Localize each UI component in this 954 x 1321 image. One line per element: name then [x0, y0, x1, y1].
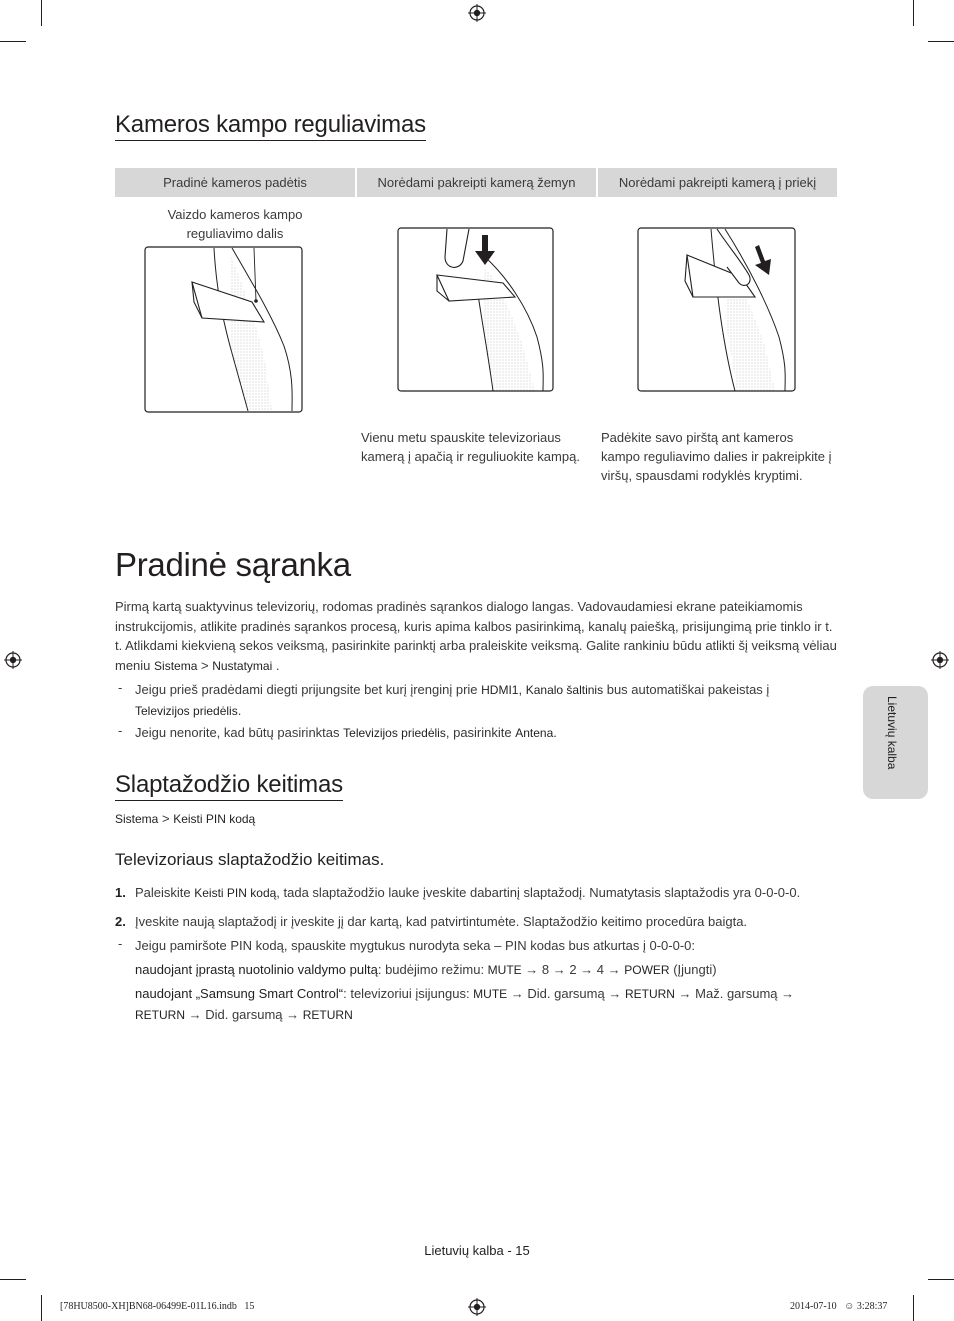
language-side-tab: Lietuvių kalba: [863, 686, 928, 799]
registration-mark-icon: [931, 651, 949, 669]
step-2-number: 2.: [115, 914, 126, 929]
step-1-number: 1.: [115, 885, 126, 900]
setup-paragraph: Pirmą kartą suaktyvinus televizorių, rodomas pradinės sąrankos dialogo langas. Vadovaudamiesi ekrane pateikiamomis instrukcijomis, atlikite pradinės sąrankos procesą, kuris apima kalbos pasirinkimą, kanalų paiešką, prisijungimą prie tinklo ir t. t. Atlikdami kiekvieną sekos veiksmą, pasirinkite parinktį arba praleiskite veiksmą. Galite rankiniu būdu atlikti šį veiksmą vėliau meniu Sistema > Nustatymai .: [115, 599, 837, 673]
note-dash: -: [118, 680, 123, 695]
password-note: Jeigu pamiršote PIN kodą, spauskite mygtukus nurodyta seka – PIN kodas bus atkurtas į 0-0-0-0:: [135, 938, 695, 953]
section-title-setup: Pradinė sąranka: [115, 546, 351, 583]
password-subtitle: Televizoriaus slaptažodžio keitimas.: [115, 850, 385, 869]
smart-control-sequence: naudojant „Samsung Smart Control“: televizoriui įsijungus: MUTE → Did. garsumą → RETURN → Maž. garsumą → RETURN → Did. garsumą → RETURN: [135, 986, 795, 1022]
table-header-forward: Norėdami pakreipti kamerą į priekį: [598, 168, 837, 197]
menu-sistema: Sistema: [154, 658, 198, 673]
file-info: [78HU8500-XH]BN68-06499E-01L16.indb 15: [60, 1301, 255, 1312]
camera-forward-caption: Padėkite savo pirštą ant kameros kampo reguliavimo dalies ir pakreipkite į viršų, spausdami rodyklės kryptimi.: [601, 430, 832, 483]
camera-down-caption: Vienu metu spauskite televizoriaus kamerą į apačią ir reguliuokite kampą.: [361, 430, 580, 464]
crop-mark: [928, 41, 954, 42]
table-header-initial: Pradinė kameros padėtis: [115, 168, 355, 197]
password-menu-path: Sistema > Keisti PIN kodą: [115, 811, 256, 826]
crop-mark: [913, 0, 914, 26]
step-1-text: Paleiskite Keisti PIN kodą, tada slaptažodžio lauke įveskite dabartinį slaptažodį. Numatytasis slaptažodis yra 0-0-0-0.: [135, 885, 801, 900]
page-number: Lietuvių kalba - 15: [424, 1243, 530, 1258]
crop-mark: [913, 1295, 914, 1321]
section-title-password: Slaptažodžio keitimas: [115, 771, 343, 801]
crop-mark: [0, 41, 26, 42]
setup-note-2: Jeigu nenorite, kad būtų pasirinktas Televizijos priedėlis, pasirinkite Antena.: [135, 725, 557, 740]
camera-table-header: [115, 168, 837, 197]
remote-sequence: naudojant įprastą nuotolinio valdymo pultą: budėjimo režimu: MUTE → 8 → 2 → 4 → POWER (Įjungti): [135, 962, 717, 977]
note-dash: -: [118, 723, 123, 738]
camera-initial-illustration: [144, 246, 304, 413]
registration-mark-icon: [468, 1298, 486, 1316]
registration-mark-icon: [4, 651, 22, 669]
table-header-down: Norėdami pakreipti kamerą žemyn: [357, 168, 596, 197]
note-dash: -: [118, 936, 123, 951]
registration-mark-icon: [468, 4, 486, 22]
crop-mark: [41, 1295, 42, 1321]
camera-down-illustration: [397, 227, 555, 393]
crop-mark: [0, 1279, 26, 1280]
camera-forward-illustration: [637, 227, 797, 393]
setup-note-1: Jeigu prieš pradėdami diegti prijungsite bet kurį įrenginį prie HDMI1, Kanalo šaltinis bus automatiškai pakeistas į Televizijos priedėlis.: [135, 682, 770, 718]
camera-part-label: Vaizdo kameros kampo reguliavimo dalis: [167, 207, 303, 241]
menu-nustatymai: Nustatymai: [212, 658, 273, 673]
section-title-camera: Kameros kampo reguliavimas: [115, 111, 426, 141]
date-info: 2014-07-10 ☺ 3:28:37: [790, 1301, 888, 1312]
crop-mark: [41, 0, 42, 26]
crop-mark: [928, 1279, 954, 1280]
step-2-text: Įveskite naują slaptažodį ir įveskite jį dar kartą, kad patvirtintumėte. Slaptažodžio keitimo procedūra baigta.: [135, 914, 748, 929]
